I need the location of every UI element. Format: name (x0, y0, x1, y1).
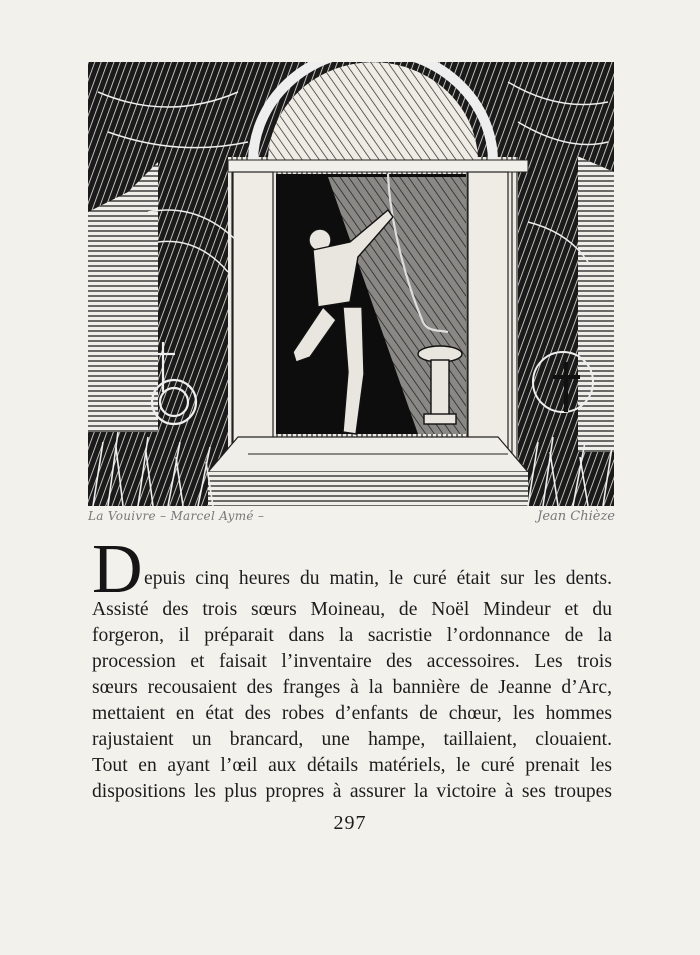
drop-cap: D (92, 531, 143, 608)
woodcut-illustration (88, 62, 614, 506)
text-line-9: dispositions les plus propres à assurer la victoire à ses troupes (92, 781, 612, 802)
text-line-8: Tout en ayant l’œil aux détails matériels, le curé prenait les (92, 755, 612, 776)
text-line-1: epuis cinq heures du matin, le curé était sur les dents. (144, 568, 612, 589)
text-line-5: sœurs recousaient des franges à la bannière de Jeanne d’Arc, (92, 677, 612, 698)
text-line-4: procession et faisait l’inventaire des accessoires. Les trois (92, 651, 612, 672)
pencil-inscription-title: La Vouivre – Marcel Aymé – (88, 509, 265, 523)
artist-signature: Jean Chièze (537, 509, 615, 524)
text-line-6: mettaient en état des robes d’enfants de chœur, les hommes (92, 703, 612, 724)
text-line-3: forgeron, il préparait dans la sacristie l’ordonnance de la (92, 625, 612, 646)
page-number: 297 (333, 812, 367, 834)
text-line-2: Assisté des trois sœurs Moineau, de Noël Mindeur et du (92, 599, 612, 620)
text-line-7: rajustaient un brancard, une hampe, taillaient, clouaient. (92, 729, 612, 750)
